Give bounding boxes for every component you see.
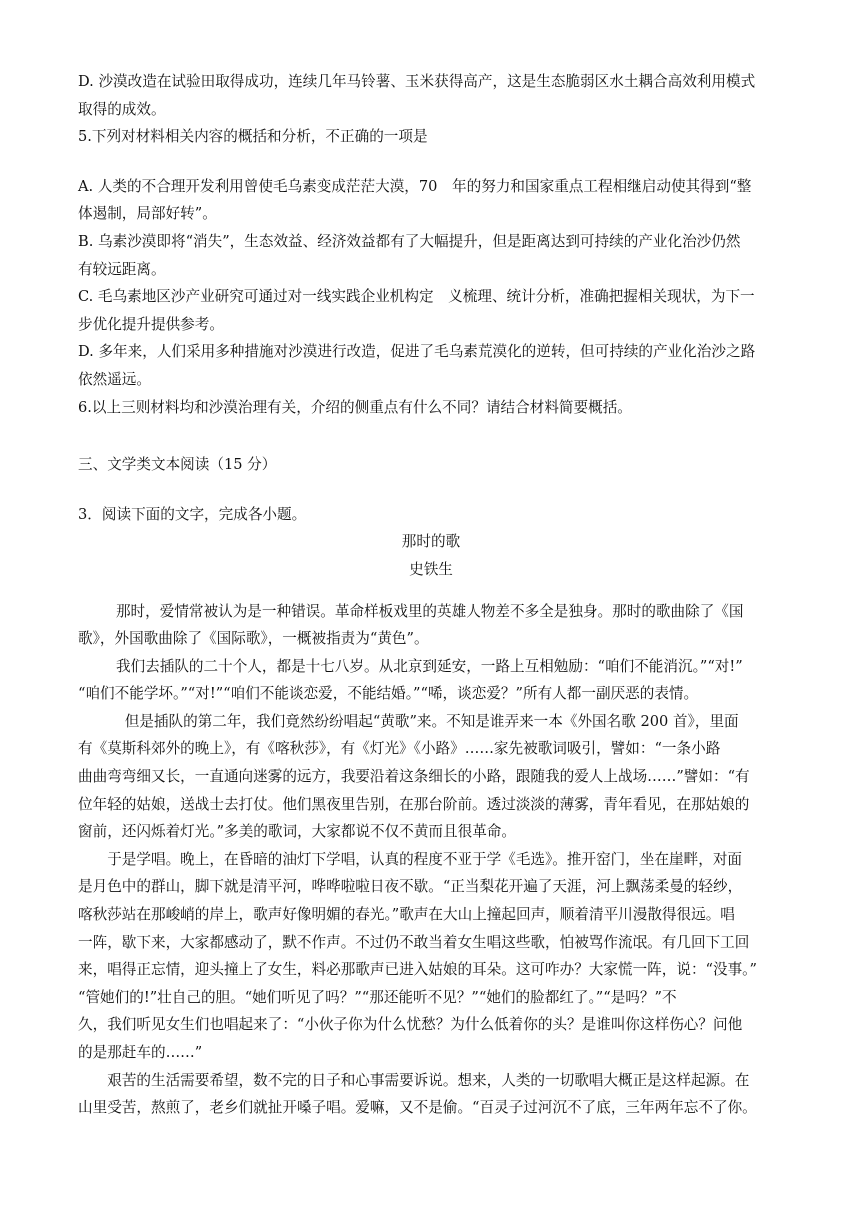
article-author: 史铁生 <box>409 560 453 578</box>
article-p1-line1: 那时，爱情常被认为是一种错误。革命样板戏里的英雄人物差不多全是独身。那时的歌曲除了《国 <box>115 602 744 620</box>
article-p3-line4: 位年轻的姑娘，送战士去打仗。他们黑夜里告别，在那台阶前。透过淡淡的薄雾，青年看见，在那姑娘的 <box>78 795 750 813</box>
article-title: 那时的歌 <box>401 533 461 551</box>
q5-option-d-line1: D. 多年来，人们采用多种措施对沙漠进行改造，促进了毛乌素荒漠化的逆转，但可持续的产业化治沙之路 <box>78 343 756 361</box>
spacer <box>78 151 784 173</box>
article-p5-line2: 山里受苦，熬煎了，老乡们就扯开嗓子唱。爱嘛，又不是偷。“百灵子过河沉不了底，三年两年忘不了你。 <box>78 1099 757 1117</box>
article-p4-line6: “管她们的!”壮自己的胆。“她们听见了吗？”“那还能听不见？”“她们的脸都红了。”“是吗？”不 <box>78 988 677 1006</box>
article-p4-line2: 是月色中的群山，脚下就是清平河，哗哗啦啦日夜不歇。“正当梨花开遍了天涯，河上飘荡柔曼的轻纱， <box>78 878 743 896</box>
spacer <box>78 479 784 501</box>
article-p4-line5: 来，唱得正忘情，迎头撞上了女生，料必那歌声已进入姑娘的耳朵。这可咋办？大家慌一阵，说：“没事。” <box>78 961 757 979</box>
article-p2-line1: 我们去插队的二十个人，都是十七八岁。从北京到延安，一路上互相勉励：“咱们不能消沉。”“对!” <box>115 657 743 675</box>
document-page <box>78 68 784 1122</box>
article-p4-line8: 的是那赶车的……” <box>78 1044 203 1061</box>
article-p3-line5: 窗前，还闪烁着灯光。”多美的歌词，大家都说不仅不黄而且很革命。 <box>78 823 516 841</box>
q5-option-a-line1: A. 人类的不合理开发利用曾使毛乌素变成茫茫大漠，70 年的努力和国家重点工程相继启动使其得到“整 <box>78 177 752 195</box>
option-d-prev-line2: 取得的成效。 <box>78 100 166 118</box>
q5-option-b-line1: B. 乌素沙漠即将“消失”，生态效益、经济效益都有了大幅提升，但是距离达到可持续的产业化治沙仍然 <box>78 232 741 250</box>
article-p4-line4: 一阵，歇下来，大家都感动了，默不作声。不过仍不敢当着女生唱这些歌，怕被骂作流氓。有几回下工回 <box>78 933 750 951</box>
question-5-stem: 5.下列对材料相关内容的概括和分析，不正确的一项是 <box>78 128 428 146</box>
article-p3-line2: 有《莫斯科郊外的晚上》，有《喀秋莎》，有《灯光》《小路》……家先被歌词吸引，譬如：“一条小路 <box>78 740 721 758</box>
option-d-prev-line1: D. 沙漠改造在试验田取得成功，连续几年马铃薯、玉米获得高产，这是生态脆弱区水土耦合高效利用模式 <box>78 73 756 90</box>
section-heading: 三、文学类文本阅读（15 分） <box>78 456 277 474</box>
q5-option-a-line2: 体遏制，局部好转”。 <box>78 205 217 223</box>
article-p4-line3: 喀秋莎站在那峻峭的岸上，歌声好像明媚的春光。”歌声在大山上撞起回声，顺着清平川漫散得很远。唱 <box>78 906 735 924</box>
article-p4-line1: 于是学唱。晚上，在昏暗的油灯下学唱，认真的程度不亚于学《毛选》。推开窑门，坐在崖畔，对面 <box>107 850 743 868</box>
article-p1-line2: 歌》，外国歌曲除了《国际歌》，一概被指责为“黄色”。 <box>78 630 429 648</box>
article-p4-line7: 久，我们听见女生们也唱起来了：“小伙子你为什么忧愁？为什么低着你的头？是谁叫你这样伤心？问他 <box>78 1016 743 1034</box>
article-p3-line3: 曲曲弯弯细又长，一直通向迷雾的远方，我要沿着这条细长的小路，跟随我的爱人上战场……”譬如：“有 <box>78 768 750 786</box>
spacer <box>78 584 784 598</box>
spacer <box>78 421 784 451</box>
q5-option-c-line2: 步优化提升提供参考。 <box>78 315 224 333</box>
article-p5-line1: 艰苦的生活需要希望，数不完的日子和心事需要诉说。想来，人类的一切歌唱大概正是这样起源。在 <box>107 1071 750 1089</box>
section-instruction: 3．阅读下面的文字，完成各小题。 <box>78 505 307 523</box>
q5-option-b-line2: 有较远距离。 <box>78 260 166 278</box>
article-p2-line2: “咱们不能学坏。”“对!”“咱们不能谈恋爱，不能结婚。”“唏，谈恋爱？”所有人都一副厌恶的表情。 <box>78 685 699 703</box>
question-6-stem: 6.以上三则材料均和沙漠治理有关，介绍的侧重点有什么不同？请结合材料简要概括。 <box>78 398 632 416</box>
article-p3-line1: 但是插队的第二年，我们竟然纷纷唱起“黄歌”来。不知是谁弄来一本《外国名歌 200 首》，里面 <box>124 712 739 730</box>
q5-option-c-line1: C. 毛乌素地区沙产业研究可通过对一线实践企业机构定 义梳理、统计分析，准确把握相关现状，为下一 <box>78 288 755 306</box>
q5-option-d-line2: 依然遥远。 <box>78 370 151 388</box>
